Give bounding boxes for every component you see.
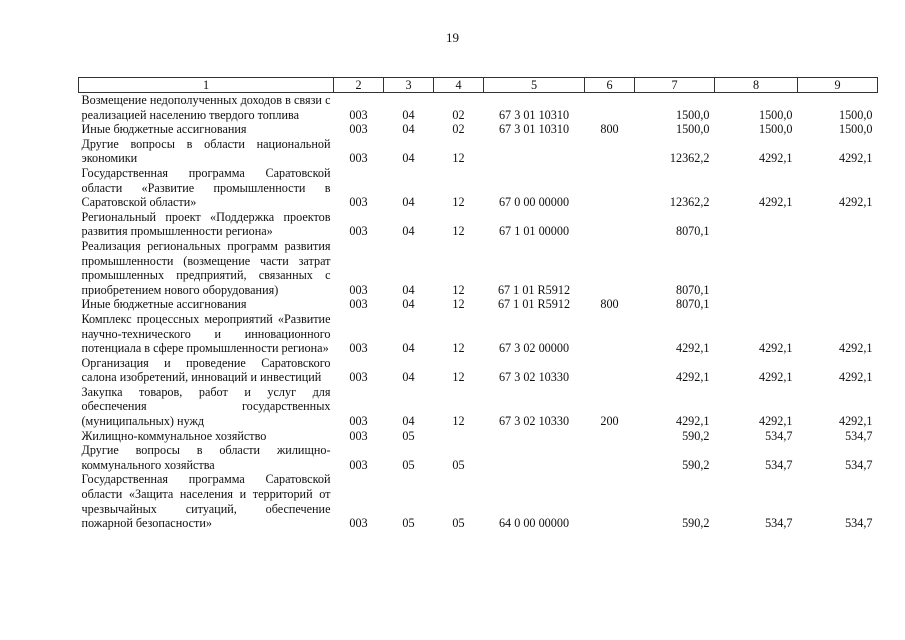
amount-col7: 4292,1 (675, 414, 710, 429)
table-row (79, 443, 878, 472)
amount-col7: 4292,1 (675, 341, 710, 356)
item-name: Комплекс процессных мероприятий «Развитие научно-технического и инновационного потенциала в сфере промышленности региона» (81, 311, 331, 356)
subsection-code: 12 (452, 341, 465, 356)
ministry-code: 003 (349, 457, 368, 472)
amount-col8: 4292,1 (758, 370, 793, 385)
ministry-code: 003 (349, 414, 368, 429)
expense-type-code (585, 166, 635, 210)
ministry-code: 003 (349, 151, 368, 166)
amount-col7: 8070,1 (675, 224, 710, 239)
expense-type-code (585, 312, 635, 356)
expense-type-code (585, 472, 635, 530)
item-name: Государственная программа Саратовской области «Защита населения и территорий от чрезвычайных ситуаций, обеспечение пожарной безопасности» (81, 472, 331, 531)
header-cell: 2 (334, 78, 384, 93)
target-article-code: 67 3 01 10310 (498, 107, 570, 122)
expense-type-code: 800 (600, 122, 619, 137)
amount-col7: 4292,1 (675, 370, 710, 385)
table-body (79, 93, 878, 531)
table-row (79, 122, 878, 137)
section-code: 04 (402, 370, 415, 385)
section-code: 05 (402, 457, 415, 472)
subsection-code: 12 (452, 414, 465, 429)
header-cell: 7 (635, 78, 715, 93)
amount-col8: 4292,1 (758, 341, 793, 356)
subsection-code: 12 (452, 224, 465, 239)
table-row (79, 239, 878, 297)
section-code: 04 (402, 414, 415, 429)
expense-type-code (585, 137, 635, 166)
expense-type-code (585, 443, 635, 472)
amount-col9: 4292,1 (838, 414, 873, 429)
ministry-code: 003 (349, 282, 368, 297)
subsection-code: 05 (452, 516, 465, 531)
table-row (79, 93, 878, 123)
section-code: 05 (402, 516, 415, 531)
expense-type-code (585, 429, 635, 444)
header-cell: 8 (715, 78, 798, 93)
budget-table (78, 77, 878, 531)
ministry-code: 003 (349, 224, 368, 239)
page-number: 19 (446, 30, 459, 45)
target-article-code: 67 0 00 00000 (498, 195, 570, 210)
table-row (79, 297, 878, 312)
expense-type-code (585, 93, 635, 123)
subsection-code: 12 (452, 195, 465, 210)
expense-type-code (585, 239, 635, 297)
amount-col9 (798, 210, 878, 239)
header-cell: 9 (798, 78, 878, 93)
item-name: Возмещение недополученных доходов в связи с реализацией населению твердого топлива (81, 93, 331, 122)
section-code: 04 (402, 224, 415, 239)
header-cell: 5 (484, 78, 585, 93)
amount-col8: 1500,0 (758, 122, 793, 137)
amount-col9: 4292,1 (838, 151, 873, 166)
table-row (79, 312, 878, 356)
header-cell: 6 (585, 78, 635, 93)
header-row (79, 78, 878, 93)
ministry-code: 003 (349, 341, 368, 356)
section-code: 04 (402, 151, 415, 166)
target-article-code: 67 1 01 R5912 (497, 282, 571, 297)
ministry-code: 003 (349, 107, 368, 122)
table-row (79, 210, 878, 239)
table-row (79, 166, 878, 210)
amount-col8: 534,7 (765, 516, 793, 531)
amount-col9: 534,7 (845, 457, 873, 472)
amount-col9: 4292,1 (838, 341, 873, 356)
expense-type-code: 200 (600, 414, 619, 429)
item-name: Другие вопросы в области жилищно-коммунального хозяйства (81, 443, 331, 472)
subsection-code (434, 429, 484, 444)
target-article-code: 67 1 01 R5912 (497, 297, 571, 312)
section-code: 04 (402, 122, 415, 137)
amount-col8 (715, 210, 798, 239)
ministry-code: 003 (349, 297, 368, 312)
table-row (79, 472, 878, 530)
header-cell: 1 (79, 78, 334, 93)
ministry-code: 003 (349, 370, 368, 385)
amount-col9: 4292,1 (838, 195, 873, 210)
subsection-code: 02 (452, 122, 465, 137)
section-code: 04 (402, 107, 415, 122)
expense-type-code (585, 356, 635, 385)
section-code: 05 (402, 428, 415, 443)
table-row (79, 356, 878, 385)
ministry-code: 003 (349, 428, 368, 443)
target-article-code: 67 1 01 00000 (498, 224, 570, 239)
amount-col8 (715, 239, 798, 297)
subsection-code: 02 (452, 107, 465, 122)
item-name: Другие вопросы в области национальной экономики (81, 136, 331, 166)
amount-col9: 1500,0 (838, 107, 873, 122)
amount-col7: 590,2 (682, 428, 710, 443)
target-article-code (484, 137, 585, 166)
item-name: Государственная программа Саратовской области «Развитие промышленности в Саратовской области» (81, 165, 331, 210)
table-header (79, 78, 878, 93)
amount-col8: 4292,1 (758, 151, 793, 166)
amount-col9: 1500,0 (838, 122, 873, 137)
amount-col7: 1500,0 (675, 107, 710, 122)
target-article-code (484, 429, 585, 444)
target-article-code: 64 0 00 00000 (498, 516, 570, 531)
amount-col8: 534,7 (765, 457, 793, 472)
amount-col9 (798, 239, 878, 297)
amount-col8: 534,7 (765, 428, 793, 443)
target-article-code (484, 443, 585, 472)
amount-col8: 1500,0 (758, 107, 793, 122)
amount-col9: 534,7 (845, 516, 873, 531)
target-article-code: 67 3 01 10310 (498, 122, 570, 137)
amount-col9 (798, 297, 878, 312)
amount-col8 (715, 297, 798, 312)
subsection-code: 12 (452, 297, 465, 312)
table-row (79, 429, 878, 444)
ministry-code: 003 (349, 122, 368, 137)
section-code: 04 (402, 341, 415, 356)
item-name: Закупка товаров, работ и услуг для обеспечения государственных (муниципальных) нужд (81, 384, 331, 429)
header-cell: 4 (434, 78, 484, 93)
table-row (79, 385, 878, 429)
amount-col7: 590,2 (682, 516, 710, 531)
target-article-code: 67 3 02 10330 (498, 370, 570, 385)
amount-col7: 1500,0 (675, 122, 710, 137)
subsection-code: 12 (452, 282, 465, 297)
item-name: Региональный проект «Поддержка проектов развития промышленности региона» (81, 209, 331, 239)
target-article-code: 67 3 02 10330 (498, 414, 570, 429)
item-name: Реализация региональных программ развития промышленности (возмещение части затрат промышленных предприятий, связанных с приобретением нового оборудования) (81, 238, 331, 297)
item-name: Жилищно-коммунальное хозяйство (81, 428, 267, 443)
amount-col7: 8070,1 (675, 282, 710, 297)
table-row (79, 137, 878, 166)
expense-type-code: 800 (600, 297, 619, 312)
amount-col8: 4292,1 (758, 414, 793, 429)
amount-col7: 590,2 (682, 457, 710, 472)
section-code: 04 (402, 297, 415, 312)
ministry-code: 003 (349, 195, 368, 210)
subsection-code: 12 (452, 370, 465, 385)
item-name: Организация и проведение Саратовского салона изобретений, инноваций и инвестиций (81, 355, 331, 385)
expense-type-code (585, 210, 635, 239)
amount-col9: 534,7 (845, 428, 873, 443)
amount-col9: 4292,1 (838, 370, 873, 385)
amount-col7: 12362,2 (669, 195, 710, 210)
amount-col7: 12362,2 (669, 151, 710, 166)
subsection-code: 12 (452, 151, 465, 166)
item-name: Иные бюджетные ассигнования (81, 297, 247, 312)
target-article-code: 67 3 02 00000 (498, 341, 570, 356)
subsection-code: 05 (452, 457, 465, 472)
amount-col8: 4292,1 (758, 195, 793, 210)
section-code: 04 (402, 282, 415, 297)
header-cell: 3 (384, 78, 434, 93)
section-code: 04 (402, 195, 415, 210)
amount-col7: 8070,1 (675, 297, 710, 312)
ministry-code: 003 (349, 516, 368, 531)
item-name: Иные бюджетные ассигнования (81, 122, 247, 137)
